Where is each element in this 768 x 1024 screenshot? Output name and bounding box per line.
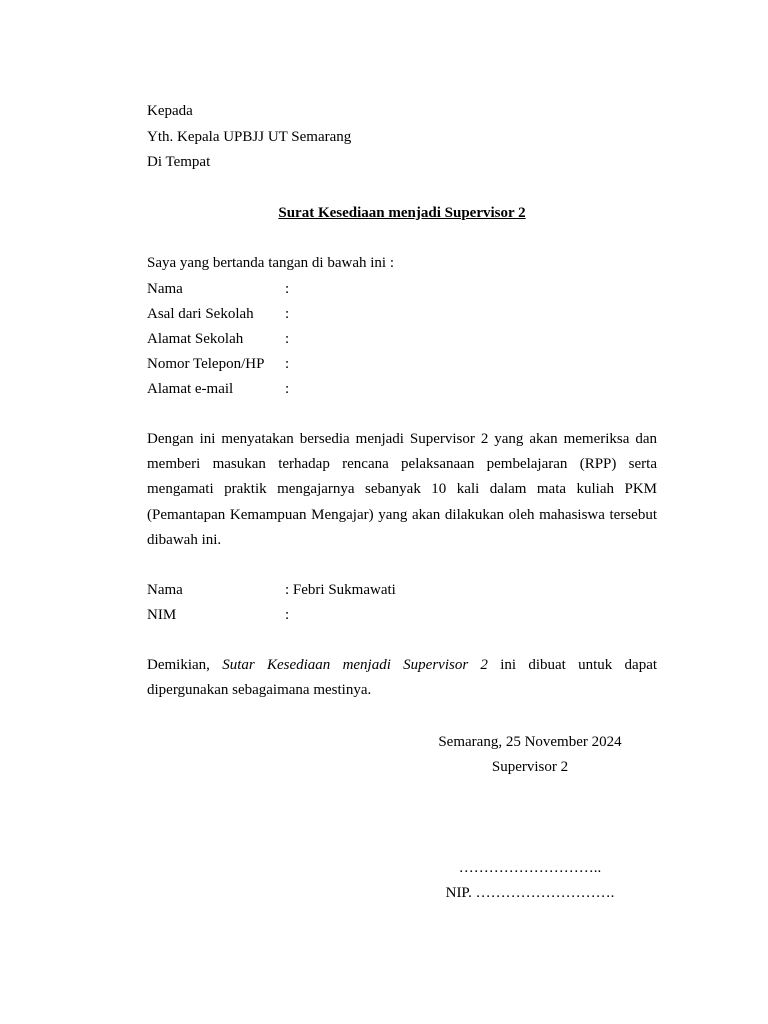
field-label-asal-sekolah: Asal dari Sekolah <box>147 306 254 322</box>
closing-paragraph <box>147 653 657 703</box>
student-label-nama: Nama <box>147 582 183 598</box>
field-label-email: Alamat e-mail <box>147 381 234 397</box>
closing-italic: Sutar Kesediaan menjadi Supervisor 2 <box>222 657 488 673</box>
field-label-alamat-sekolah: Alamat Sekolah <box>147 331 244 347</box>
closing-suffix: ini dibuat untuk dapat dipergunakan sebagaimana mestinya. <box>147 657 658 699</box>
field-value-telepon: : <box>285 356 290 372</box>
student-label-nim: NIM <box>147 607 177 623</box>
addressee-line-3: Di Tempat <box>147 154 211 170</box>
statement-paragraph: Dengan ini menyatakan bersedia menjadi Supervisor 2 yang akan memeriksa dan memberi masukan terhadap rencana pelaksanaan pembelajaran (RPP) serta mengamati praktik mengajarnya sebanyak 10 kali dalam mata kuliah PKM (Pemantapan Kemampuan Mengajar) yang akan dilakukan oleh mahasiswa tersebut dibawah ini. <box>147 431 657 548</box>
field-value-nama: : <box>285 281 290 297</box>
letter-title: Surat Kesediaan menjadi Supervisor 2 <box>278 205 526 221</box>
signature-place-date: Semarang, 25 November 2024 <box>438 734 622 750</box>
signature-role: Supervisor 2 <box>491 759 569 775</box>
field-value-alamat-sekolah: : <box>285 331 290 347</box>
closing-prefix: Demikian, <box>147 657 210 673</box>
signature-nip-line: NIP. ………………………. <box>445 885 615 901</box>
intro-text: Saya yang bertanda tangan di bawah ini : <box>147 255 395 271</box>
field-value-asal-sekolah: : <box>285 306 290 322</box>
field-label-telepon: Nomor Telepon/HP <box>147 356 265 372</box>
addressee-line-2: Yth. Kepala UPBJJ UT Semarang <box>147 129 352 145</box>
field-label-nama: Nama <box>147 281 183 297</box>
field-value-email: : <box>285 381 290 397</box>
signature-name-line: ……………………….. <box>458 860 602 876</box>
student-value-nama: : Febri Sukmawati <box>285 582 396 598</box>
student-value-nim: : <box>285 607 290 623</box>
addressee-line-1: Kepada <box>147 103 193 119</box>
